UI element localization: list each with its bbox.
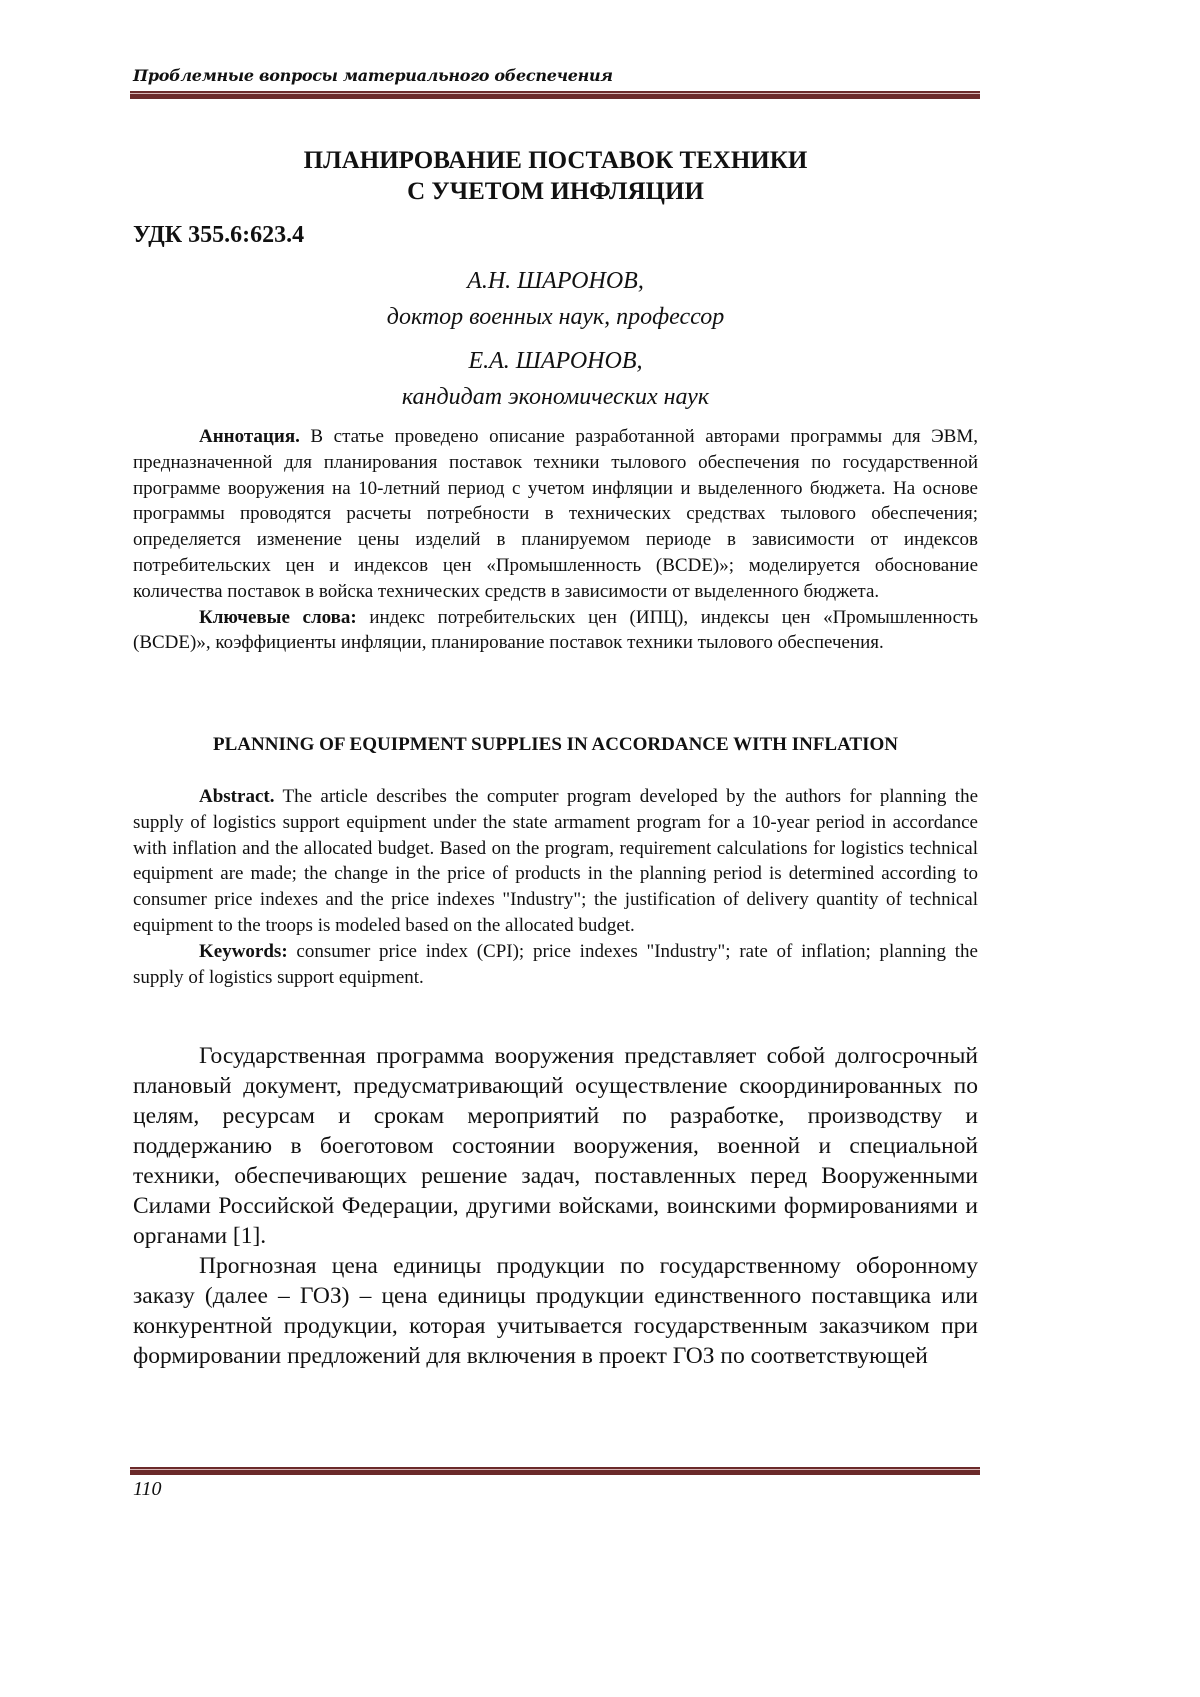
keywords-ru-paragraph [133,605,978,657]
annotation-ru [133,424,978,656]
page-number: 110 [133,1478,162,1500]
abstract-label: Abstract. [199,786,275,807]
abstract-text: The article describes the computer program developed by the authors for planning the supply of logistics support equipment under the state armament program for a 10-year period in accordance with inflation and the allocated budget. Based on the program, requirement calculations for logistics technical equipment are made; the change in the price of products in the planning period is determined according to consumer price indexes and the price indexes "Industry"; the justification of delivery quantity of technical equipment to the troops is modeled based on the allocated budget. [133,786,978,936]
keywords-en-label: Keywords: [199,940,288,962]
footer-rule [130,1467,980,1475]
keywords-ru-label: Ключевые слова: [199,606,357,628]
abstract-paragraph [133,784,978,939]
authors [133,263,978,415]
keywords-ru-text: индекс потребительских цен (ИПЦ), индексы цен «Промышленность (BCDE)», коэффициенты инфляции, планирование поставок техники тылового обеспечения. [133,606,978,654]
annotation-text: В статье проведено описание разработанной авторами программы для ЭВМ, предназначенной для планирования поставок техники тылового обеспечения по государственной программе вооружения на 10-летний период с учетом инфляции и выделенного бюджета. На основе программы проводятся расчеты потребности в технических средствах тылового обеспечения; определяется изменение цены изделий в планируемом периоде в зависимости от индексов потребительских цен и индексов цен «Промышленность (BCDE)»; моделируется обоснование количества поставок в войска технических средств в зависимости от выделенного бюджета. [133,426,978,602]
title-line: ПЛАНИРОВАНИЕ ПОСТАВОК ТЕХНИКИ [303,147,808,174]
author-degree: доктор военных наук, профессор [386,304,725,330]
annotation-paragraph [133,424,978,605]
keywords-en-paragraph [133,939,978,991]
annotation-label: Аннотация. [199,426,300,447]
english-title: PLANNING OF EQUIPMENT SUPPLIES IN ACCORDANCE WITH INFLATION [213,734,898,755]
udk-code: УДК 355.6:623.4 [133,222,305,248]
body-paragraph: Государственная программа вооружения представляет собой долгосрочный плановый документ, предусматривающий осуществление скоординированных по целям, ресурсам и срокам мероприятий по разработке, производству и поддержанию в боеготовом состоянии вооружения, военной и специальной техники, обеспечивающих решение задач, поставленных перед Вооруженными Силами Российской Федерации, другими войсками, воинскими формированиями и органами [1]. [133,1043,978,1249]
article-title [133,145,978,207]
running-header: Проблемные вопросы материального обеспечения [133,66,613,85]
title-line: С УЧЕТОМ ИНФЛЯЦИИ [407,178,704,205]
author-degree: кандидат экономических наук [401,384,710,410]
keywords-en-text: consumer price index (CPI); price indexes "Industry"; rate of inflation; planning the supply of logistics support equipment. [133,940,978,988]
author-name: А.Н. ШАРОНОВ, [467,268,644,294]
header-rule [130,91,980,99]
author-name: Е.А. ШАРОНОВ, [468,348,643,374]
body-paragraph: Прогнозная цена единицы продукции по государственному оборонному заказу (далее – ГОЗ) – цена единицы продукции единственного поставщика или конкурентной продукции, которая учитывается государственным заказчиком при формировании предложений для включения в проект ГОЗ по соответствующей [133,1253,978,1369]
body-text [133,1041,978,1371]
abstract-en [133,784,978,990]
